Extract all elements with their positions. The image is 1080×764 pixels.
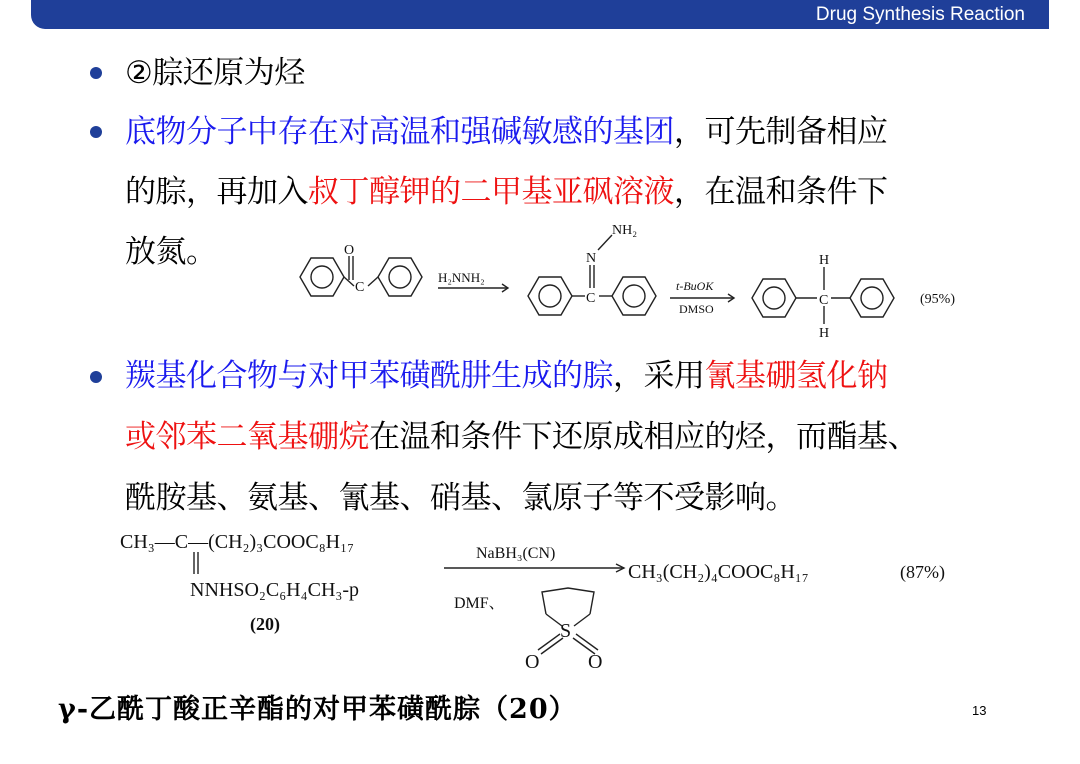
- header-title: Drug Synthesis Reaction: [815, 4, 1025, 25]
- scheme1-reagent2-top: t-BuOK: [676, 279, 714, 293]
- bullet-2-dot: [90, 126, 102, 138]
- reaction-scheme-1: [272, 218, 992, 342]
- benzene-ring: [528, 277, 572, 315]
- scheme2-substrate-bottom: NNHSO₂C₆H₄CH₃-p: [190, 579, 360, 601]
- bullet-1-dot: [90, 67, 102, 79]
- scheme2-product: CH₃(CH₂)₄COOC₈H₁₇: [628, 561, 809, 583]
- scheme1-yield: (95%): [920, 292, 955, 307]
- benzene-ring: [752, 279, 796, 317]
- scheme1-carbon: C: [355, 280, 365, 295]
- scheme2-compound-label: (20): [250, 614, 280, 634]
- bullet-2-line-3: 放氮。: [125, 234, 217, 270]
- bullet-3-line-3: 酰胺基、氨基、氰基、硝基、氯原子等不受影响。: [125, 480, 796, 516]
- bullet-2-line-2-end: ，在温和条件下: [674, 174, 888, 210]
- bullet-3-line-1: [125, 356, 888, 396]
- scheme1-reagent2-bottom: DMSO: [679, 302, 714, 316]
- bullet-2-blue-phrase: 底物分子中存在对高温和强碱敏感的基团: [125, 114, 674, 150]
- bullet-3-line-2: [125, 417, 918, 457]
- bullet-2-line-1: [125, 112, 888, 152]
- scheme1-hydrogen-bottom: H: [819, 326, 830, 341]
- scheme1-carbon-3: C: [819, 293, 829, 308]
- bullet-3-dot: [90, 371, 102, 383]
- benzene-ring: [300, 258, 344, 296]
- bullet-2-line-2-start: 的腙，再加入: [125, 174, 308, 210]
- bullet-1-text: ②腙还原为烃: [125, 55, 305, 91]
- scheme1-nitrogen: N: [586, 251, 597, 266]
- scheme2-oxygen-right: O: [588, 651, 603, 673]
- benzene-ring: [378, 258, 422, 296]
- scheme2-oxygen-left: O: [525, 651, 540, 673]
- benzene-ring: [850, 279, 894, 317]
- bullet-2-line-2: [125, 172, 888, 212]
- bullet-2-line-1-rest: ，可先制备相应: [674, 114, 888, 150]
- benzene-ring: [612, 277, 656, 315]
- scheme2-yield: (87%): [900, 562, 945, 582]
- scheme2-reagent-bottom: DMF、: [454, 595, 505, 612]
- bullet-2-red-phrase: 叔丁醇钾的二甲基亚砜溶液: [308, 174, 674, 210]
- bullet-3-line-2-rest: 在温和条件下还原成相应的烃，而酯基、: [369, 419, 918, 455]
- compound-caption: γ-乙酰丁酸正辛酯的对甲苯磺酰腙（20）: [58, 694, 577, 725]
- scheme1-carbon-2: C: [586, 291, 596, 306]
- scheme1-nh2: NH₂: [612, 223, 638, 238]
- header-bar: [31, 0, 1049, 29]
- scheme1-oxygen: O: [344, 243, 355, 258]
- scheme2-sulfur: S: [560, 620, 572, 642]
- scheme2-substrate-top: CH₃—C—(CH₂)₃COOC₈H₁₇: [120, 531, 355, 553]
- scheme1-reagent1: H₂NNH₂: [438, 270, 485, 285]
- bullet-3-red-phrase-2: 或邻苯二氧基硼烷: [125, 419, 369, 455]
- scheme1-hydrogen-top: H: [819, 253, 830, 268]
- page-number: 13: [972, 703, 987, 718]
- scheme2-reagent-top: NaBH₃(CN): [476, 545, 556, 562]
- bullet-3-line-1-mid: ，采用: [613, 358, 705, 394]
- reaction-scheme-2: [110, 528, 990, 678]
- bullet-3-blue-phrase: 羰基化合物与对甲苯磺酰肼生成的腙: [125, 358, 613, 394]
- bullet-3-red-phrase-1: 氰基硼氢化钠: [704, 358, 888, 394]
